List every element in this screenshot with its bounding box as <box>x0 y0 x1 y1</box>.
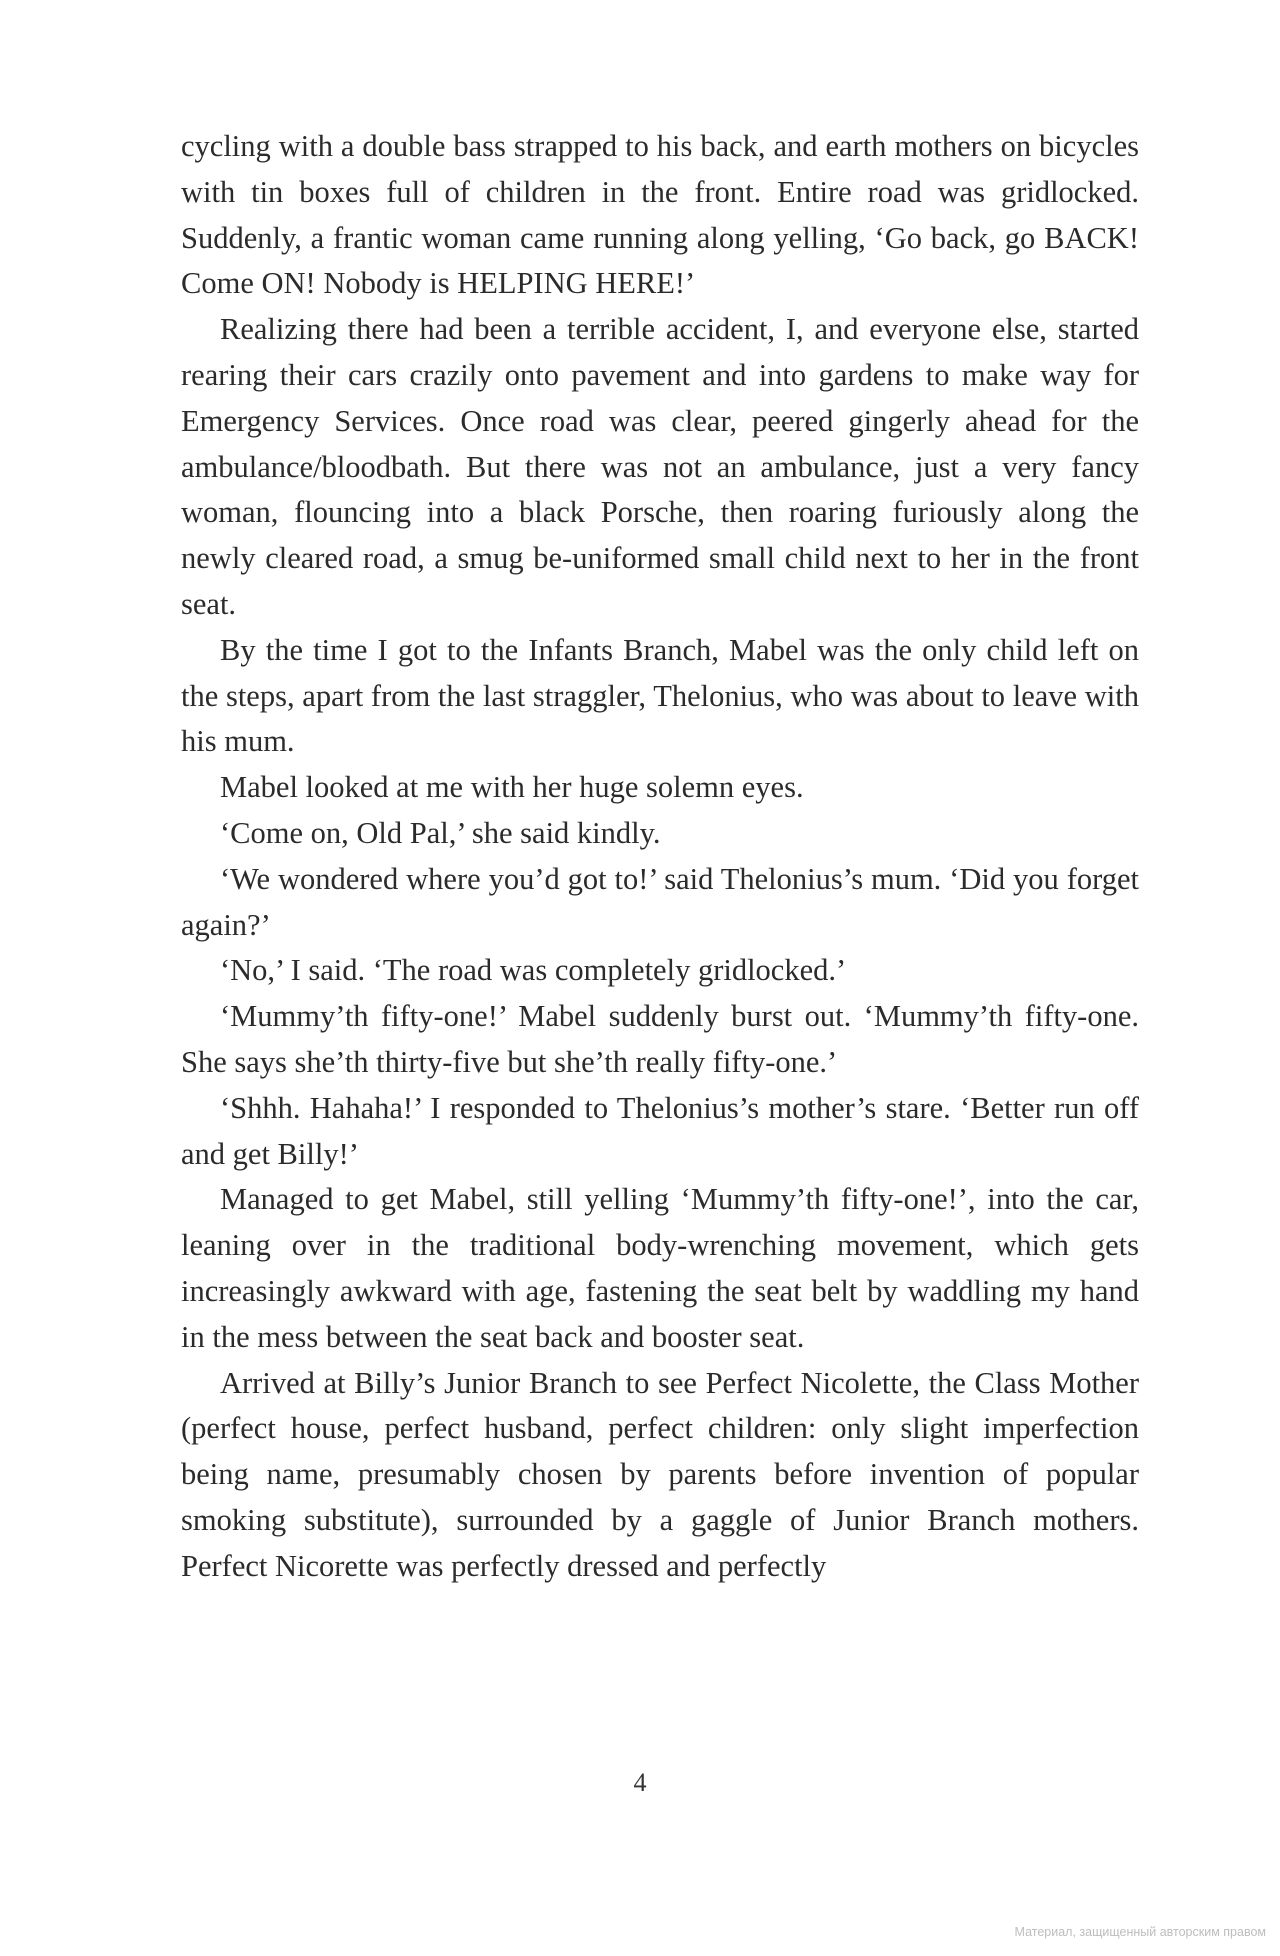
paragraph: ‘Shhh. Hahaha!’ I responded to Thelonius’s mother’s stare. ‘Better run off and get Billy!’ <box>181 1090 1139 1171</box>
paragraph: Arrived at Billy’s Junior Branch to see Perfect Nicolette, the Class Mother (perfect house, perfect husband, perfect children: only slight imperfection being name, presumably chosen by parents before invention of popular smoking substitute), surrounded by a gaggle of Junior Branch mothers. Perfect Nicorette was perfectly dressed and perfectly <box>181 1365 1139 1583</box>
copyright-watermark: Материал, защищенный авторским правом <box>1014 1925 1266 1939</box>
paragraph: Realizing there had been a terrible accident, I, and everyone else, started rearing their cars crazily onto pavement and into gardens to make way for Emergency Services. Once road was clear, peered gingerly ahead for the ambulance/bloodbath. But there was not an ambulance, just a very fancy woman, flouncing into a black Porsche, then roaring furiously along the newly cleared road, a smug be-uniformed small child next to her in the front seat. <box>181 312 1139 621</box>
paragraph: ‘We wondered where you’d got to!’ said Thelonius’s mum. ‘Did you forget again?’ <box>181 861 1139 942</box>
paragraph: Managed to get Mabel, still yelling ‘Mummy’th fifty-one!’, into the car, leaning over in the traditional body-wrenching movement, which gets increasingly awkward with age, fastening the seat belt by waddling my hand in the mess between the seat back and booster seat. <box>181 1182 1139 1354</box>
paragraph: Mabel looked at me with her huge solemn eyes. <box>220 770 804 805</box>
paragraph: ‘Come on, Old Pal,’ she said kindly. <box>220 815 661 850</box>
paragraph: cycling with a double bass strapped to his back, and earth mothers on bicycles with tin boxes full of children in the front. Entire road was gridlocked. Suddenly, a frantic woman came running along yelling, ‘Go back, go BACK! Come ON! Nobody is HELPING HERE!’ <box>181 129 1139 301</box>
body-text <box>181 124 1139 1590</box>
paragraph: ‘Mummy’th fifty-one!’ Mabel suddenly burst out. ‘Mummy’th fifty-one. She says she’th thirty-five but she’th really fifty-one.’ <box>181 999 1139 1079</box>
paragraph: ‘No,’ I said. ‘The road was completely gridlocked.’ <box>220 953 847 988</box>
page-number: 4 <box>633 1768 647 1797</box>
paragraph: By the time I got to the Infants Branch, Mabel was the only child left on the steps, apart from the last straggler, Thelonius, who was about to leave with his mum. <box>181 632 1139 759</box>
